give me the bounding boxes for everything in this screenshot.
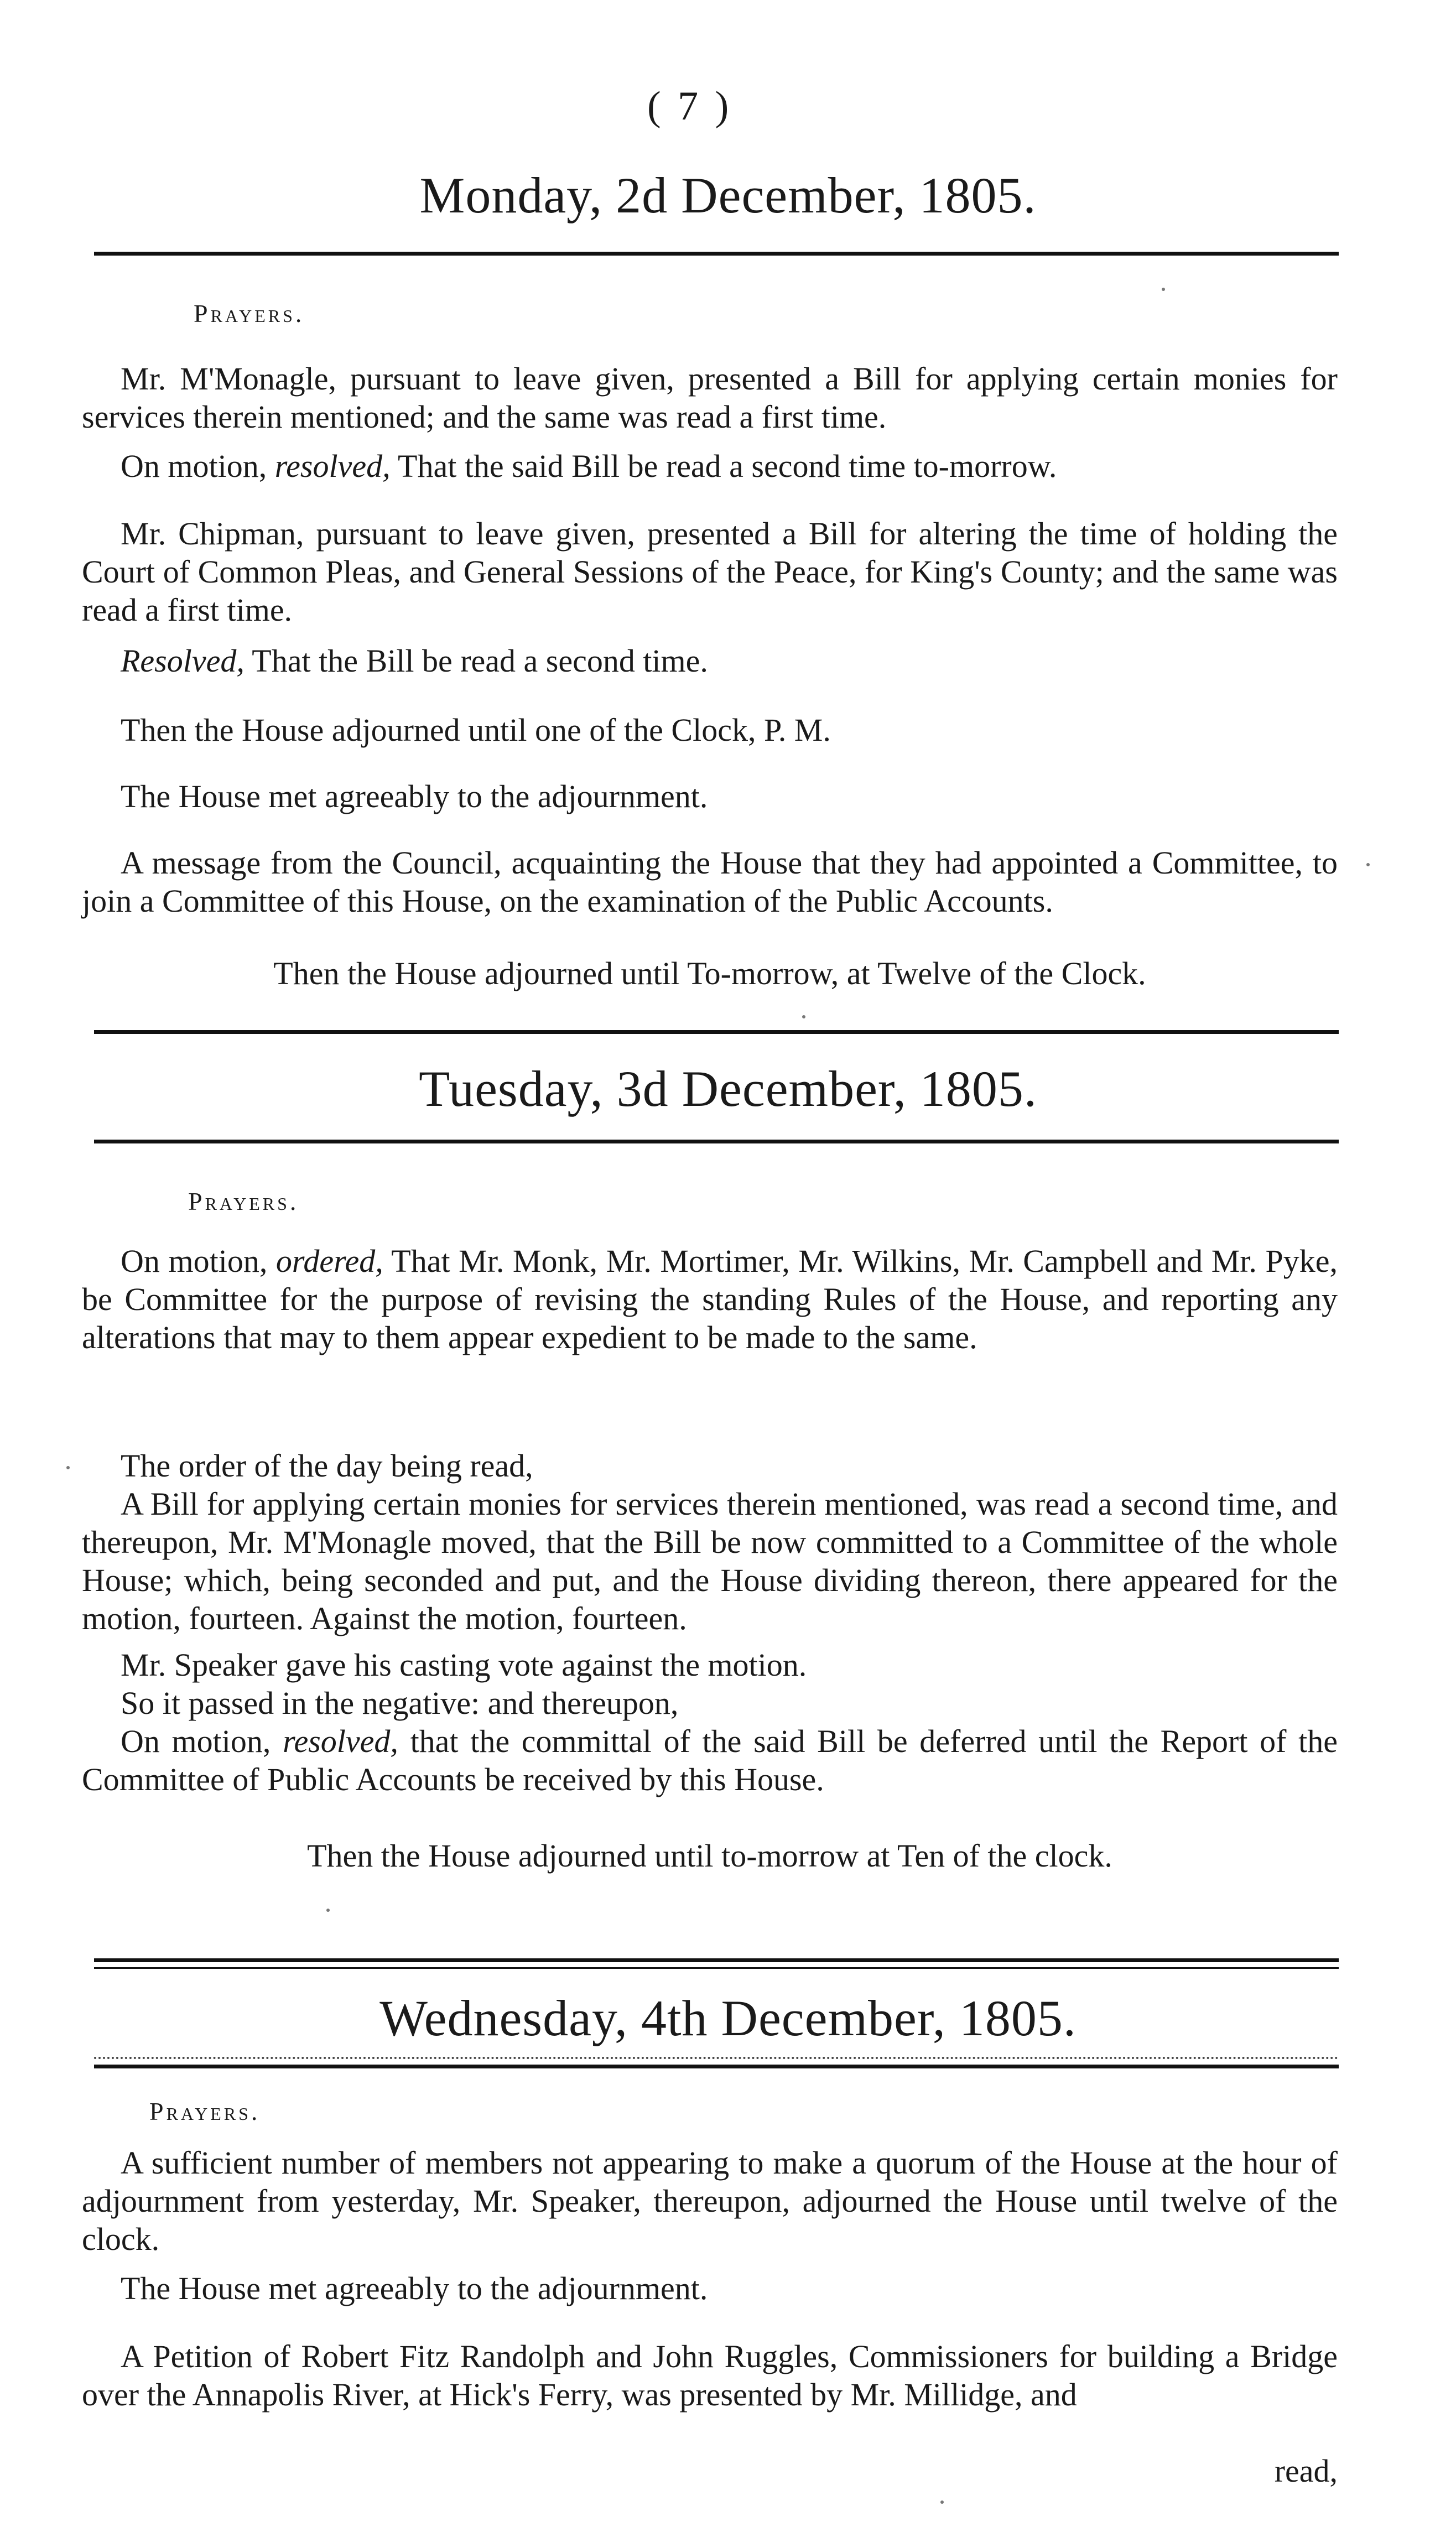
section-rule	[94, 1958, 1339, 1962]
prayers-heading: Prayers.	[194, 299, 305, 327]
paragraph: The House met agreeably to the adjournment.	[121, 2270, 708, 2306]
paragraph: Mr. Speaker gave his casting vote against the motion.	[121, 1647, 807, 1683]
prayers-heading: Prayers.	[188, 1187, 299, 1215]
print-speck	[66, 1466, 70, 1469]
paragraph: The House met agreeably to the adjournment.	[121, 778, 708, 814]
paragraph: On motion, ordered, That Mr. Monk, Mr. Mortimer, Mr. Wilkins, Mr. Campbell and Mr. Pyke, be Committee for the purpose of revising the standing Rules of the House, and reporting any alterations that may to them appear expedient to be made to the same.	[82, 1243, 1338, 1355]
paragraph: Then the House adjourned until one of the Clock, P. M.	[121, 712, 831, 748]
section-date-tuesday: Tuesday, 3d December, 1805.	[419, 1060, 1037, 1117]
section-date-monday: Monday, 2d December, 1805.	[419, 167, 1037, 223]
prayers-heading: Prayers.	[149, 2097, 261, 2125]
paragraph: A Bill for applying certain monies for services therein mentioned, was read a second time, and thereupon, Mr. M'Monagle moved, that the Bill be now committed to a Committee of the whole House; which, being seconded and put, and the House dividing thereon, there appeared for the motion, fourteen. Against the motion, fourteen.	[82, 1486, 1338, 1636]
paragraph: A sufficient number of members not appearing to make a quorum of the House at the hour of adjournment from yesterday, Mr. Speaker, thereupon, adjourned the House until twelve of the clock.	[82, 2145, 1338, 2257]
section-rule	[94, 2065, 1339, 2068]
page-number: ( 7 )	[647, 84, 732, 129]
print-speck	[1162, 288, 1165, 291]
paragraph-adjournment: Then the House adjourned until To-morrow, at Twelve of the Clock.	[273, 955, 1146, 991]
print-speck	[1366, 863, 1370, 866]
print-speck	[326, 1909, 330, 1912]
section-date-wednesday: Wednesday, 4th December, 1805.	[379, 1990, 1077, 2046]
section-rule-dotted	[94, 2057, 1339, 2059]
paragraph: So it passed in the negative: and thereupon,	[121, 1685, 679, 1721]
paragraph: A message from the Council, acquainting the House that they had appointed a Committee, to join a Committee of this House, on the examination of the Public Accounts.	[82, 845, 1338, 919]
print-speck	[802, 1015, 805, 1018]
paragraph: On motion, resolved, That the said Bill be read a second time to-morrow.	[121, 448, 1057, 484]
paragraph: Mr. Chipman, pursuant to leave given, presented a Bill for altering the time of holding the Court of Common Pleas, and General Sessions of the Peace, for King's County; and the same was read a first time.	[82, 516, 1338, 628]
section-rule	[94, 1967, 1339, 1969]
print-speck	[940, 2500, 944, 2504]
paragraph: The order of the day being read,	[121, 1448, 533, 1484]
section-rule	[94, 1030, 1339, 1034]
section-rule	[94, 1140, 1339, 1143]
paragraph: Mr. M'Monagle, pursuant to leave given, presented a Bill for applying certain monies for services therein mentioned; and the same was read a first time.	[82, 361, 1338, 435]
paragraph: Resolved, That the Bill be read a second time.	[121, 643, 708, 679]
catchword: read,	[1274, 2453, 1338, 2489]
paragraph: A Petition of Robert Fitz Randolph and John Ruggles, Commissioners for building a Bridge over the Annapolis River, at Hick's Ferry, was presented by Mr. Millidge, and	[82, 2338, 1338, 2413]
paragraph-adjournment: Then the House adjourned until to-morrow at Ten of the clock.	[307, 1838, 1112, 1874]
paragraph: On motion, resolved, that the committal of the said Bill be deferred until the Report of the Committee of Public Accounts be received by this House.	[82, 1723, 1338, 1797]
section-rule	[94, 252, 1339, 256]
